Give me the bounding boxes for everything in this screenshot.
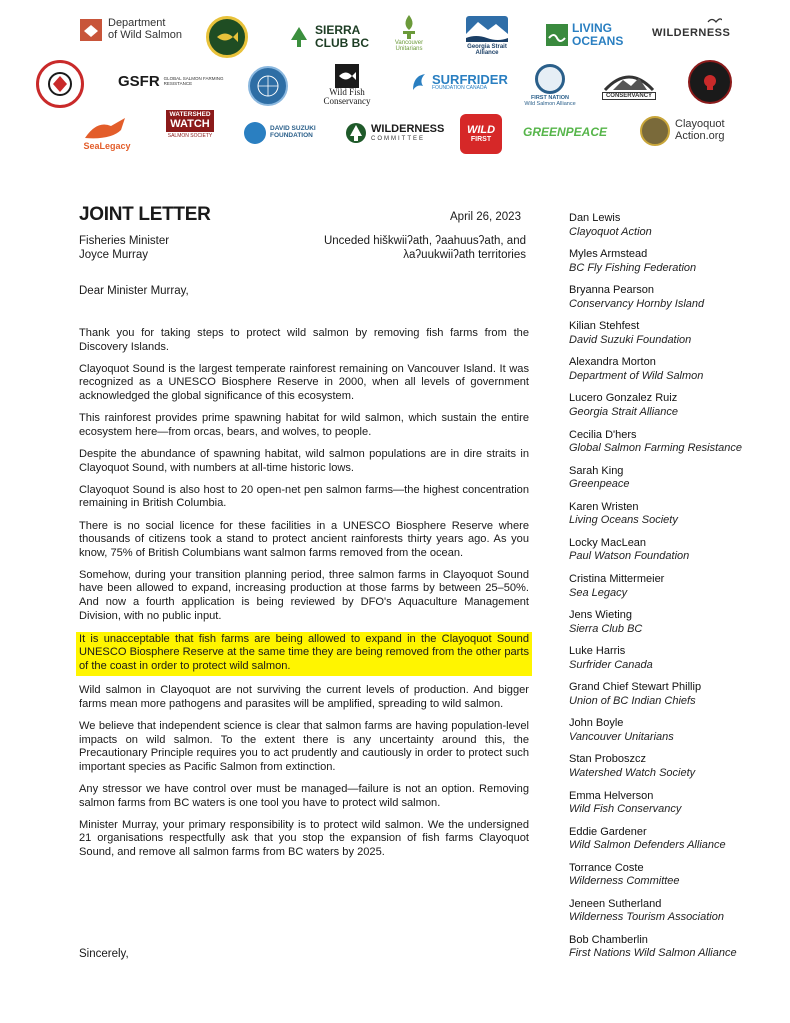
- signatory: [569, 934, 784, 970]
- tree-icon: [287, 26, 311, 48]
- signatory-name: Torrance Coste: [569, 861, 644, 874]
- salutation: Dear Minister Murray,: [79, 285, 189, 297]
- sierra-line2: CLUB BC: [315, 35, 369, 50]
- signatory-name: Kilian Stehfest: [569, 320, 640, 333]
- department-line2: of Wild Salmon: [108, 28, 182, 41]
- signatory-name: Luke Harris: [569, 645, 626, 658]
- signatory: [569, 537, 784, 573]
- signatory-org: First Nations Wild Salmon Alliance: [569, 947, 737, 960]
- gsfr-sub: GLOBAL SALMON FARMING RESISTANCE: [163, 76, 224, 86]
- vancouver-unitarians-label: Vancouver Unitarians: [394, 40, 424, 53]
- signatory-org: Union of BC Indian Chiefs: [569, 694, 696, 707]
- signatory: [569, 898, 784, 934]
- living-oceans-line2: OCEANS: [572, 33, 624, 48]
- recipient-line2: Joyce Murray: [79, 249, 149, 261]
- wild-first-line2: FIRST: [470, 136, 492, 144]
- signatory: [569, 429, 784, 465]
- letter-title: JOINT LETTER: [79, 204, 211, 225]
- evergreen-icon: [345, 122, 367, 144]
- paragraph: Despite the abundance of spawning habitat, wild salmon populations are in dire straits in Clayoquot Sound, with numbers at all-time historic lows.: [79, 447, 529, 474]
- signatory-name: Myles Armstead: [569, 248, 648, 261]
- signatory-name: Locky MacLean: [569, 536, 647, 549]
- signatory: [569, 826, 784, 862]
- flame-chalice-icon: [398, 14, 420, 40]
- signatory-org: Department of Wild Salmon: [569, 369, 704, 382]
- signatory-name: Bryanna Pearson: [569, 284, 654, 297]
- sierra-club-logo: [287, 24, 369, 49]
- paragraph: Thank you for taking steps to protect wild salmon by removing fish farms from the Discovery Islands.: [79, 327, 529, 353]
- paul-watson-foundation-logo: [688, 60, 732, 104]
- signatory-org: Wild Salmon Defenders Alliance: [569, 839, 726, 852]
- signatory: [569, 284, 784, 320]
- fish-square-icon: [335, 64, 359, 88]
- signatory: [569, 717, 784, 753]
- highlighted-paragraph: It is unacceptable that fish farms are being allowed to expand in the Clayoquot Sound UNESCO Biosphere Reserve at the same time they are being removed from the other parts of the coast in order to protect wild salmon.: [76, 632, 532, 676]
- signatory-name: Eddie Gardener: [569, 825, 647, 838]
- signatory-org: Living Oceans Society: [569, 514, 678, 527]
- logo-banner: [0, 0, 790, 170]
- living-oceans-logo: [546, 22, 623, 47]
- signatory: [569, 248, 784, 284]
- wilderness-tourism-logo: [652, 16, 730, 40]
- signatory-name: Grand Chief Stewart Phillip: [569, 681, 702, 694]
- wilderness-committee-line1: WILDERNESS: [371, 123, 445, 136]
- signatory: [569, 573, 784, 609]
- signatory-name: Emma Helverson: [569, 789, 654, 802]
- signatory-org: Georgia Strait Alliance: [569, 406, 679, 419]
- territory-block: [300, 234, 526, 262]
- fly-fishing-federation-logo: [206, 16, 248, 58]
- signatory-name: Stan Proboszcz: [569, 753, 647, 766]
- landscape-arch-icon: [601, 68, 657, 92]
- first-nation-line1: FIRST NATION: [530, 95, 570, 101]
- signatory: [569, 465, 784, 501]
- signatory-org: BC Fly Fishing Federation: [569, 261, 697, 274]
- signatory-name: Bob Chamberlin: [569, 933, 648, 946]
- gsfr-label: GSFR: [118, 73, 160, 90]
- conservancy-label: CONSERVANCY: [602, 92, 656, 100]
- watershed-watch-logo: [166, 110, 214, 140]
- surfrider-logo: [411, 72, 508, 92]
- clayoquot-emblem-icon: [640, 116, 670, 146]
- ubcic-logo: [36, 60, 84, 108]
- georgia-strait-alliance-logo: [456, 16, 518, 57]
- signatory-name: Dan Lewis: [569, 212, 621, 224]
- signatory: [569, 790, 784, 826]
- paragraph: Minister Murray, your primary responsibility is to protect wild salmon. We the undersigned 21 organisations respectfully ask that you stop the expansion of fish farms Clayoquot Sound, and remove all salmon farms from BC waters by 2025.: [79, 818, 529, 858]
- paragraph: Wild salmon in Clayoquot are not surviving the current levels of production. And bigger farms mean more pathogens and parasites will be amplified, spreading to wild salmon.: [79, 684, 529, 710]
- vancouver-unitarians-logo: [384, 14, 434, 53]
- david-suzuki-line1: DAVID SUZUKI: [270, 125, 316, 133]
- signatory-org: Wilderness Committee: [569, 875, 680, 888]
- clayoquot-line1: Clayoquot: [675, 118, 725, 131]
- paragraph: Clayoquot Sound is the largest temperate rainforest remaining on Vancouver Island. It was recognized as a UNESCO Biosphere Reserve in 2000, when all levels of government acknowledged the global significance of this ecosystem.: [79, 362, 529, 402]
- signatory-org: Wilderness Tourism Association: [569, 911, 724, 924]
- signatory-name: Jeneen Sutherland: [569, 897, 662, 910]
- signatory: [569, 753, 784, 789]
- signatory: [569, 862, 784, 898]
- signatory-org: Wild Fish Conservancy: [569, 803, 682, 816]
- signatory-name: John Boyle: [569, 717, 624, 730]
- signatory-name: Jens Wieting: [569, 609, 632, 622]
- wilderness-tourism-label: WILDERNESS: [652, 27, 731, 39]
- fish-icon: [215, 30, 239, 44]
- surfrider-sub: FOUNDATION CANADA: [432, 85, 487, 92]
- signatory-org: Vancouver Unitarians: [569, 730, 674, 743]
- signatory-org: Sea Legacy: [569, 586, 628, 599]
- signatory: [569, 392, 784, 428]
- signatory: [569, 681, 784, 717]
- salmon-tag-icon: [80, 19, 102, 41]
- first-nations-alliance-logo: [520, 64, 580, 108]
- greenpeace-label: GREENPEACE: [523, 125, 608, 139]
- signatory-name: Cecilia D'hers: [569, 428, 637, 441]
- signatory: [569, 356, 784, 392]
- mountain-wave-icon: [466, 16, 508, 42]
- wilderness-committee-logo: [345, 122, 444, 144]
- recipient-line1: Fisheries Minister: [79, 235, 170, 247]
- paragraph: Somehow, during your transition planning period, three salmon farms in Clayoquot Sound have been allowed to expand, increasing production at those farms by between 25–50%. And now a fourth application is being reviewed by DFO's Aquaculture Management Division, with no public input.: [79, 568, 529, 622]
- gsfr-logo: [118, 74, 224, 90]
- territory-line2: λaʔuukwiiʔath territories: [403, 249, 526, 261]
- living-oceans-line1: LIVING: [572, 21, 613, 35]
- signatory-org: David Suzuki Foundation: [569, 333, 692, 346]
- territory-line1: Unceded hiškwiiʔath, ʔaahuusʔath, and: [323, 235, 526, 247]
- sealegacy-label: SeaLegacy: [83, 141, 131, 151]
- signatory-name: Sarah King: [569, 464, 624, 477]
- signatory: [569, 501, 784, 537]
- paragraph: We believe that independent science is clear that salmon farms are having population-level impacts on wild salmon. To the extent there is any uncertainty around this, the Precautionary Principle requires you to act prudently and cautiously in order to protect such important species as Pacific Salmon from extinction.: [79, 720, 529, 773]
- wilderness-committee-line2: COMMITTEE: [371, 135, 425, 142]
- department-line1: Department: [108, 17, 166, 29]
- recipient-block: [79, 234, 169, 262]
- sierra-line1: SIERRA: [315, 23, 361, 37]
- signatory-name: Lucero Gonzalez Ruiz: [569, 392, 678, 405]
- sealegacy-logo: [78, 116, 136, 151]
- signatory-org: Watershed Watch Society: [569, 767, 696, 779]
- signatory-org: Global Salmon Farming Resistance: [569, 442, 743, 455]
- signatory-name: Karen Wristen: [569, 500, 639, 513]
- watershed-sub: SALMON SOCIETY: [167, 133, 213, 140]
- first-nation-line2: Wild Salmon Alliance: [524, 100, 576, 107]
- signatory: [569, 212, 784, 248]
- surfrider-label: SURFRIDER: [432, 71, 508, 87]
- paragraph: There is no social licence for these facilities in a UNESCO Biosphere Reserve where thousands of citizens took a stand to protect ancient rainforests thirty years ago. As you know, 75% of British Columbians want salmon farms removed from the ocean.: [79, 519, 529, 559]
- david-suzuki-logo: [244, 122, 316, 144]
- signatory: [569, 645, 784, 681]
- signatory: [569, 320, 784, 356]
- salmon-circle-icon: [535, 64, 565, 94]
- georgia-strait-label: Georgia Strait Alliance: [467, 44, 507, 57]
- closing: Sincerely,: [79, 948, 129, 960]
- eagle-crest-icon: [45, 69, 75, 99]
- greenpeace-logo: [523, 126, 607, 139]
- signatory: [569, 609, 784, 645]
- clayoquot-line2: Action.org: [675, 130, 725, 142]
- wild-fish-line2: Conservancy: [323, 96, 371, 107]
- wave-icon: [411, 72, 429, 92]
- department-wild-salmon-logo: [80, 18, 182, 41]
- whale-tail-icon: [81, 116, 133, 142]
- signatory-org: Conservancy Hornby Island: [569, 297, 705, 310]
- suzuki-leaf-icon: [244, 122, 266, 144]
- wild-fish-line1: Wild Fish: [329, 87, 365, 97]
- david-suzuki-line2: FOUNDATION: [270, 132, 313, 139]
- signatory-org: Surfrider Canada: [569, 658, 653, 671]
- paragraph: Any stressor we have control over must be managed—failure is not an option. Removing salmon farms from BC waters is one tool you have to protect wild salmon.: [79, 782, 529, 809]
- hornby-conservancy-logo: [248, 66, 288, 106]
- signatory-list: [569, 212, 784, 970]
- globe-icon: [256, 74, 280, 98]
- ocean-square-icon: [546, 24, 568, 46]
- wild-fish-conservancy-logo: [318, 64, 376, 107]
- watershed-line1: WATERSHED: [169, 111, 211, 118]
- signatory-org: Clayoquot Action: [569, 225, 652, 238]
- skull-flag-icon: [698, 70, 722, 94]
- watershed-line2: WATCH: [170, 117, 210, 130]
- wild-first-logo: [460, 114, 502, 154]
- paragraph: Clayoquot Sound is also host to 20 open-net pen salmon farms—the highest concentration remaining in British Columbia.: [79, 483, 529, 510]
- letter-body: [79, 327, 529, 868]
- signatory-name: Cristina Mittermeier: [569, 572, 665, 585]
- conservancy-logo: [598, 68, 660, 100]
- paragraph: This rainforest provides prime spawning habitat for wild salmon, which sustain the entire ecosystem here—from orcas, bears, and wolves, to people.: [79, 412, 529, 438]
- signatory-name: Alexandra Morton: [569, 356, 656, 369]
- clayoquot-action-logo: [640, 116, 725, 146]
- wild-first-line1: WILD: [466, 123, 496, 136]
- signatory-org: Sierra Club BC: [569, 622, 643, 635]
- signatory-org: Greenpeace: [569, 478, 630, 491]
- letter-date: April 26, 2023: [450, 211, 521, 223]
- signatory-org: Paul Watson Foundation: [569, 550, 690, 563]
